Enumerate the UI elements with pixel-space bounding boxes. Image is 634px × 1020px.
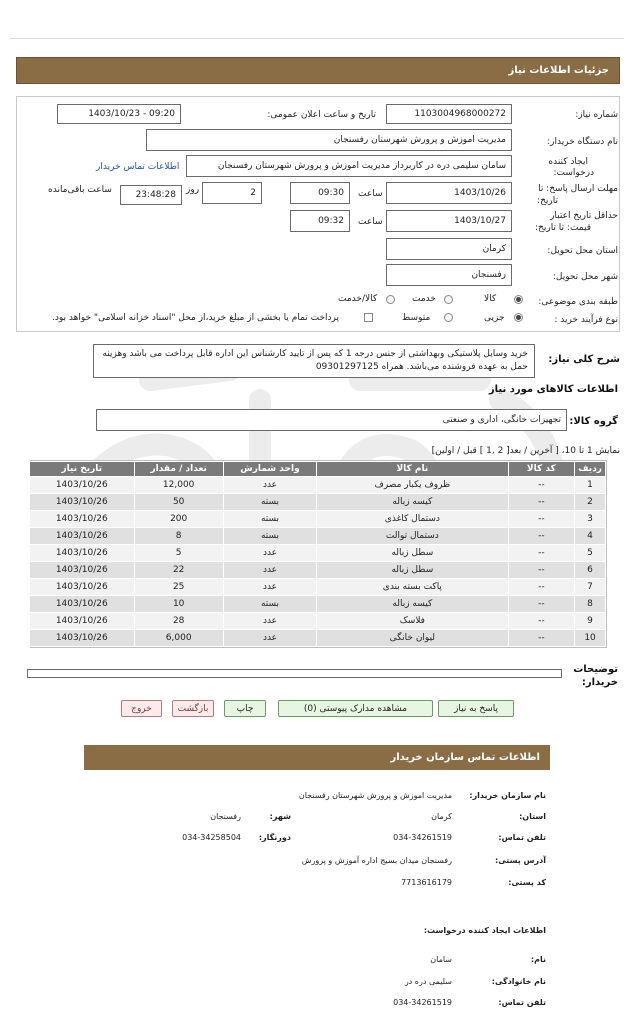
send-deadline-label-2: تاریخ:	[537, 196, 558, 206]
item-date: 1403/10/26	[30, 630, 135, 647]
days-label: روز	[186, 185, 200, 195]
col-unit: واحد شمارش	[223, 462, 316, 477]
goods-group-label: گروه کالا:	[569, 416, 618, 427]
exit-button[interactable]: خروج	[121, 700, 162, 717]
need-number-label: شماره نیاز:	[575, 110, 618, 120]
contact-header	[84, 745, 550, 770]
category-option-service: خدمت	[412, 294, 436, 304]
city-label: شهر محل تحویل:	[552, 272, 618, 282]
city-field: رفسنجان	[386, 264, 512, 286]
item-code: --	[508, 562, 575, 579]
table-header-row	[30, 462, 606, 477]
row-number: 10	[575, 630, 606, 647]
row-number: 8	[575, 596, 606, 613]
item-unit: عدد	[223, 613, 316, 630]
contact-address-label: آدرس پستی:	[495, 856, 546, 865]
creator-name-label: نام:	[530, 955, 546, 964]
item-date: 1403/10/26	[30, 596, 135, 613]
row-number: 5	[575, 545, 606, 562]
creator-name-value: سامان	[430, 955, 452, 964]
announce-date-field: 1403/10/23 - 09:20	[57, 104, 181, 124]
item-name: کیسه زباله	[317, 596, 508, 613]
table-row	[30, 596, 606, 613]
table-row	[30, 511, 606, 528]
item-qty: 200	[134, 511, 223, 528]
announce-label: تاریخ و ساعت اعلان عمومی:	[267, 110, 376, 120]
item-qty: 12,000	[134, 477, 223, 494]
contact-postal-label: کد پستی:	[508, 878, 546, 887]
buyer-notes-label-1: توضیحات	[573, 664, 618, 675]
item-code: --	[508, 596, 575, 613]
contact-fax-value: 034-34258504	[182, 833, 241, 842]
contact-org-label: نام سازمان خریدار:	[469, 791, 546, 800]
item-code: --	[508, 613, 575, 630]
send-deadline-time-field: 09:30	[290, 182, 350, 204]
creator-family-label: نام خانوادگی:	[491, 977, 546, 986]
item-date: 1403/10/26	[30, 545, 135, 562]
table-row	[30, 613, 606, 630]
item-name: ظروف یکبار مصرف	[317, 477, 508, 494]
row-number: 2	[575, 494, 606, 511]
back-button[interactable]: بازگشت	[172, 700, 214, 717]
top-divider	[10, 38, 624, 39]
table-row	[30, 562, 606, 579]
item-code: --	[508, 579, 575, 596]
min-validity-label-1: حداقل تاریخ اعتبار	[550, 211, 618, 221]
item-unit: بسته	[223, 528, 316, 545]
row-number: 7	[575, 579, 606, 596]
contact-province-label: استان:	[519, 812, 546, 821]
table-row	[30, 545, 606, 562]
buyer-contact-link[interactable]: اطلاعات تماس خریدار	[96, 162, 180, 172]
province-label: استان محل تحویل:	[547, 246, 618, 256]
item-code: --	[508, 528, 575, 545]
contact-phone-label: تلفن تماس:	[498, 833, 546, 842]
item-date: 1403/10/26	[30, 613, 135, 630]
process-option-medium: متوسط	[402, 313, 431, 323]
col-name: نام کالا	[317, 462, 508, 477]
item-code: --	[508, 494, 575, 511]
contact-address-value: رفسنجان میدان بسیج اداره آموزش و پرورش	[301, 856, 452, 865]
item-qty: 5	[134, 545, 223, 562]
contact-fax-label: دورنگار:	[258, 833, 291, 842]
creator-label-1: ایجاد کننده	[548, 157, 588, 167]
col-row: ردیف	[575, 462, 606, 477]
contact-title: اطلاعات تماس سازمان خریدار	[390, 752, 540, 763]
category-label: طبقه بندی موضوعی:	[538, 297, 618, 307]
items-table	[29, 461, 606, 647]
item-date: 1403/10/26	[30, 511, 135, 528]
send-deadline-date-field: 1403/10/26	[386, 182, 512, 204]
need-number-field: 1103004968000272	[386, 104, 512, 124]
item-qty: 6,000	[134, 630, 223, 647]
creator-field: سامان سلیمی دره در کاربرداز مدیریت اموزش و پرورش شهرستان رفسنجان	[186, 155, 512, 177]
item-date: 1403/10/26	[30, 477, 135, 494]
item-qty: 28	[134, 613, 223, 630]
item-unit: بسته	[223, 494, 316, 511]
row-number: 6	[575, 562, 606, 579]
items-table-wrapper	[30, 460, 607, 648]
creator-phone-value: 034-34261519	[393, 998, 452, 1007]
col-date: تاریخ نیاز	[30, 462, 135, 477]
send-time-label: ساعت	[358, 189, 383, 199]
description-field: خرید وسایل پلاستیکی وبهداشتی از جنس درجه 1 که پس از تایید کارشناس این اداره قابل پرداخت می باشد وهزینه حمل به عهده فروشنده می‌باشد. همراه 09301297125	[93, 344, 535, 378]
goods-info-title: اطلاعات کالاهای مورد نیاز	[488, 384, 618, 395]
min-validity-label-2: قیمت: تا تاریخ:	[535, 223, 591, 233]
contact-postal-value: 7713616179	[401, 878, 452, 887]
contact-org-value: مدیریت اموزش و پرورش شهرستان رفسنجان	[298, 791, 452, 800]
item-name: دستمال توالت	[317, 528, 508, 545]
item-unit: عدد	[223, 545, 316, 562]
col-qty: تعداد / مقدار	[134, 462, 223, 477]
description-label: شرح کلی نیاز:	[548, 354, 620, 365]
row-number: 4	[575, 528, 606, 545]
item-name: سطل زباله	[317, 545, 508, 562]
category-option-goods-service: کالا/خدمت	[338, 294, 378, 304]
min-validity-time-field: 09:32	[290, 210, 350, 232]
category-radio-goods-service[interactable]	[386, 295, 395, 304]
remaining-label: ساعت باقی‌مانده	[48, 185, 112, 195]
buyer-org-field: مدیریت اموزش و پرورش شهرستان رفسنجان	[146, 129, 512, 151]
province-field: کرمان	[386, 238, 512, 260]
category-option-goods: کالا	[484, 294, 497, 304]
validity-time-label: ساعت	[358, 217, 383, 227]
contact-city-label: شهر:	[269, 812, 291, 821]
table-row	[30, 477, 606, 494]
page-title: جزئیات اطلاعات نیاز	[508, 65, 609, 76]
item-unit: بسته	[223, 511, 316, 528]
process-option-minor: جزیی	[484, 313, 505, 323]
item-unit: عدد	[223, 579, 316, 596]
item-date: 1403/10/26	[30, 579, 135, 596]
buyer-org-label: نام دستگاه خریدار:	[547, 137, 618, 147]
item-unit: عدد	[223, 562, 316, 579]
item-date: 1403/10/26	[30, 528, 135, 545]
row-number: 9	[575, 613, 606, 630]
item-unit: عدد	[223, 630, 316, 647]
goods-group-field: تجهیزات خانگی، اداری و صنعتی	[96, 409, 567, 431]
row-number: 3	[575, 511, 606, 528]
process-radio-minor[interactable]	[514, 313, 523, 322]
item-code: --	[508, 477, 575, 494]
item-qty: 25	[134, 579, 223, 596]
item-unit: عدد	[223, 477, 316, 494]
pagination[interactable]: نمایش 1 تا 10، [ آخرین / بعد[ 2 ,1 ] قبل / اولین]	[431, 446, 620, 456]
item-name: دستمال کاغذی	[317, 511, 508, 528]
item-qty: 22	[134, 562, 223, 579]
attachments-button[interactable]: مشاهده مدارک پیوستی (0)	[278, 700, 433, 717]
send-deadline-label-1: مهلت ارسال پاسخ: تا	[538, 184, 618, 194]
days-field: 2	[202, 182, 262, 204]
items-body	[30, 477, 606, 647]
process-radio-medium[interactable]	[444, 313, 453, 322]
item-date: 1403/10/26	[30, 562, 135, 579]
item-name: سطل زباله	[317, 562, 508, 579]
item-name: لیوان خانگی	[317, 630, 508, 647]
min-validity-date-field: 1403/10/27	[386, 210, 512, 232]
print-button[interactable]: چاپ	[224, 700, 266, 717]
item-name: فلاسک	[317, 613, 508, 630]
contact-province-value: کرمان	[431, 812, 452, 821]
reply-button[interactable]: پاسخ به نیاز	[438, 700, 514, 717]
buyer-notes-field	[27, 669, 562, 678]
table-row	[30, 579, 606, 596]
creator-label-2: درخواست:	[553, 168, 594, 178]
item-name: کیسه زباله	[317, 494, 508, 511]
item-qty: 50	[134, 494, 223, 511]
item-code: --	[508, 545, 575, 562]
remaining-time-field: 23:48:28	[120, 185, 182, 205]
contact-city-value: رفسنجان	[210, 812, 241, 821]
item-name: پاکت بسته بندی	[317, 579, 508, 596]
col-code: کد کالا	[508, 462, 575, 477]
item-code: --	[508, 630, 575, 647]
item-unit: بسته	[223, 596, 316, 613]
item-qty: 8	[134, 528, 223, 545]
item-code: --	[508, 511, 575, 528]
process-label: نوع فرآیند خرید :	[554, 315, 618, 325]
creator-info-title: اطلاعات ایجاد کننده درخواست:	[423, 926, 546, 935]
treasury-checkbox[interactable]	[364, 313, 373, 322]
row-number: 1	[575, 477, 606, 494]
category-radio-goods[interactable]	[514, 295, 523, 304]
table-row	[30, 494, 606, 511]
creator-phone-label: تلفن تماس:	[498, 998, 546, 1007]
category-radio-service[interactable]	[444, 295, 453, 304]
payment-note: پرداخت تمام یا بخشی از مبلغ خرید،از محل "اسناد خزانه اسلامی" خواهد بود.	[52, 313, 340, 323]
item-qty: 10	[134, 596, 223, 613]
buyer-notes-label-2: خریدار:	[581, 677, 618, 688]
table-row	[30, 528, 606, 545]
table-row	[30, 630, 606, 647]
creator-family-value: سلیمی دره در	[404, 977, 452, 986]
page-header	[16, 57, 620, 84]
contact-phone-value: 034-34261519	[393, 833, 452, 842]
item-date: 1403/10/26	[30, 494, 135, 511]
